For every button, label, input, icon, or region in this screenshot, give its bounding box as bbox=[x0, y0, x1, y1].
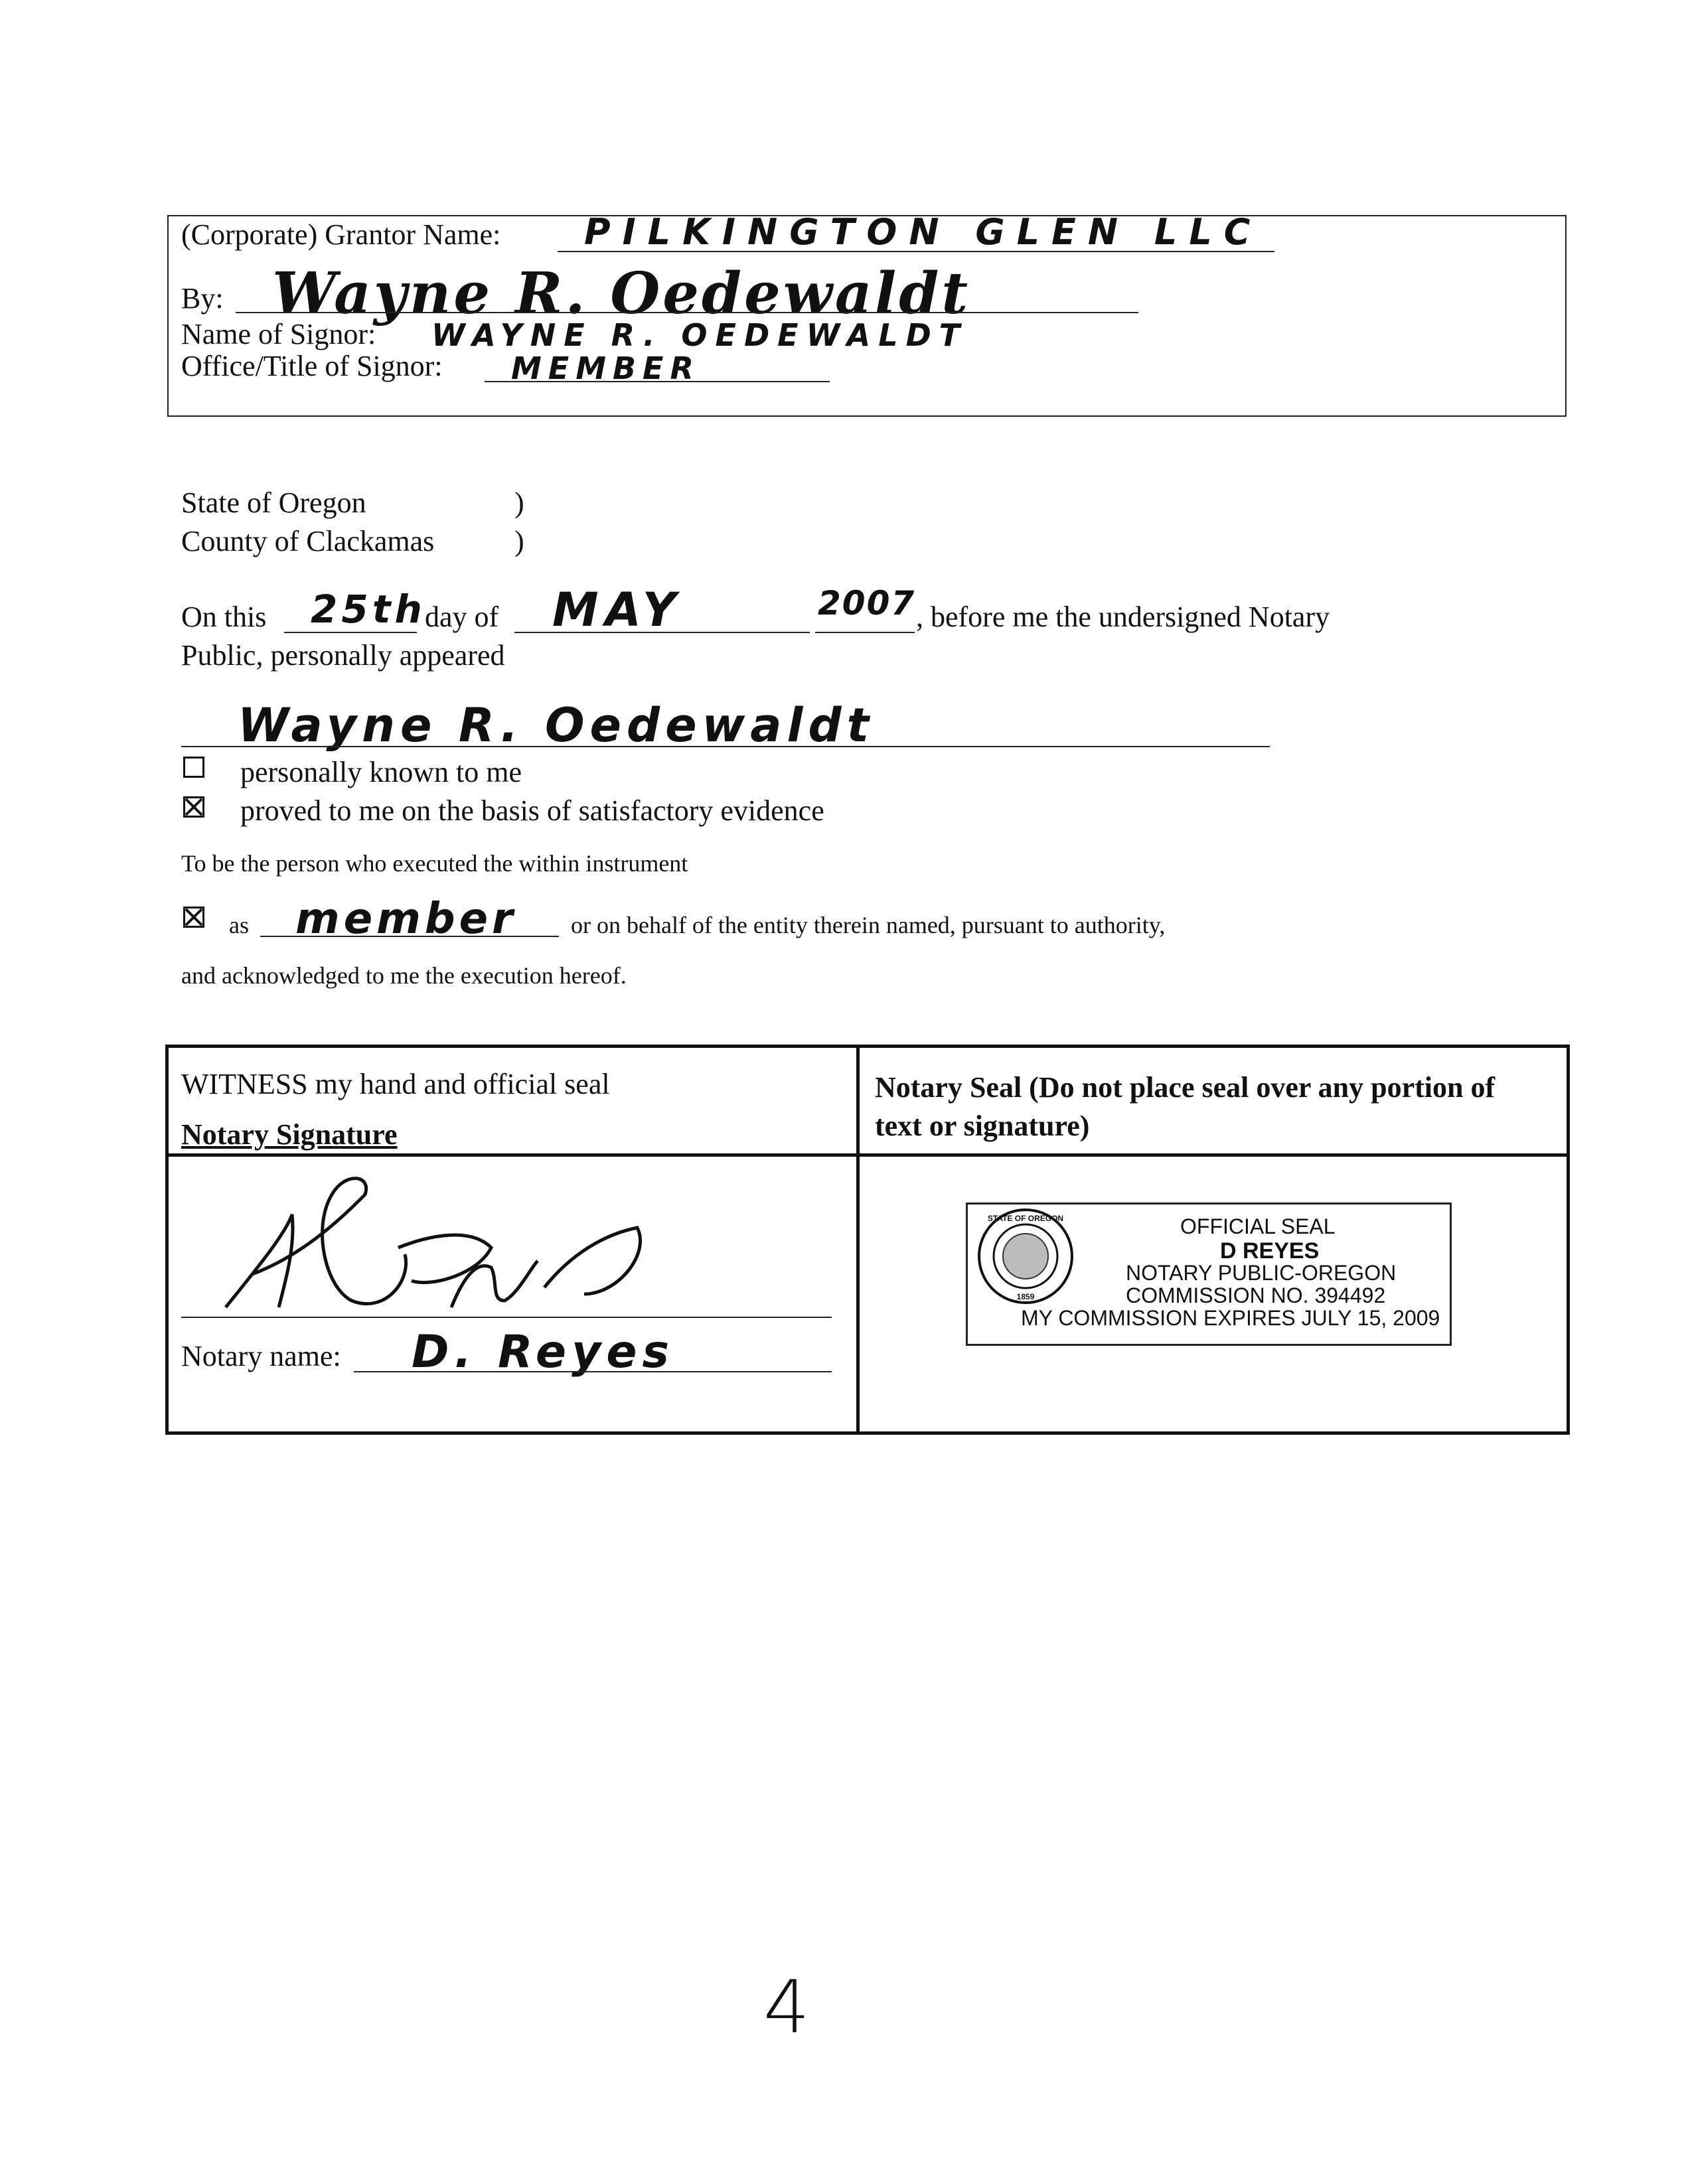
witness-text: WITNESS my hand and official seal bbox=[181, 1068, 610, 1100]
notary-name-line bbox=[354, 1371, 832, 1372]
notary-table-divider-horizontal bbox=[165, 1153, 1570, 1157]
by-line bbox=[236, 312, 1138, 313]
on-this-label: On this bbox=[181, 601, 267, 633]
page-number: 4 bbox=[763, 1964, 810, 2049]
year-value: 2007 bbox=[818, 584, 916, 622]
executed-text: To be the person who executed the within instrument bbox=[181, 850, 688, 877]
notary-table-divider-vertical bbox=[856, 1045, 860, 1435]
acknowledged-text: and acknowledged to me the execution hereof. bbox=[181, 962, 627, 989]
as-capacity-value: member bbox=[295, 895, 517, 944]
appeared-name-value: Wayne R. Oedewaldt bbox=[238, 698, 875, 753]
as-capacity-line bbox=[260, 936, 559, 937]
by-signature: Wayne R. Oedewaldt bbox=[272, 260, 971, 327]
personally-known-label: personally known to me bbox=[240, 756, 522, 788]
as-label: as bbox=[229, 912, 249, 938]
state-seal-emblem bbox=[976, 1206, 1075, 1306]
grantor-name-label: (Corporate) Grantor Name: bbox=[181, 218, 501, 251]
seal-title: OFFICIAL SEAL bbox=[1180, 1214, 1336, 1238]
svg-text:1859: 1859 bbox=[1016, 1292, 1035, 1301]
day-line bbox=[284, 632, 417, 633]
seal-jurisdiction: NOTARY PUBLIC-OREGON bbox=[1126, 1261, 1397, 1285]
by-label: By: bbox=[181, 282, 224, 315]
signor-name-value: WAYNE R. OEDEWALDT bbox=[431, 317, 968, 353]
venue-state-paren: ) bbox=[514, 486, 524, 519]
venue-county: County of Clackamas bbox=[181, 525, 435, 557]
proved-evidence-label: proved to me on the basis of satisfactory evidence bbox=[240, 794, 824, 827]
notary-signature-line bbox=[181, 1317, 832, 1318]
seal-notary-name: D REYES bbox=[1220, 1238, 1320, 1264]
notary-name-label: Notary name: bbox=[181, 1340, 341, 1372]
public-appeared-text: Public, personally appeared bbox=[181, 639, 505, 672]
as-capacity-checkbox[interactable] bbox=[183, 907, 204, 928]
venue-county-paren: ) bbox=[514, 525, 524, 557]
before-me-text: , before me the undersigned Notary bbox=[916, 601, 1330, 633]
signor-title-line bbox=[485, 381, 830, 382]
notary-signature-label: Notary Signature bbox=[181, 1118, 398, 1151]
signor-title-value: MEMBER bbox=[511, 350, 700, 386]
seal-commission-number: COMMISSION NO. 394492 bbox=[1126, 1283, 1386, 1307]
appeared-name-line bbox=[181, 746, 1270, 747]
grantor-name-line bbox=[558, 251, 1274, 252]
day-of-label: day of bbox=[425, 601, 499, 633]
grantor-name-value: PILKINGTON GLEN LLC bbox=[584, 211, 1263, 253]
venue-state: State of Oregon bbox=[181, 486, 366, 519]
svg-text:STATE OF OREGON: STATE OF OREGON bbox=[987, 1214, 1064, 1223]
notary-name-value: D. Reyes bbox=[412, 1326, 674, 1378]
month-line bbox=[514, 632, 810, 633]
day-value: 25th bbox=[311, 587, 426, 632]
proved-evidence-checkbox[interactable] bbox=[183, 796, 204, 818]
year-line bbox=[815, 632, 915, 633]
personally-known-checkbox[interactable] bbox=[183, 757, 204, 778]
seal-expiration: MY COMMISSION EXPIRES JULY 15, 2009 bbox=[1021, 1306, 1440, 1330]
signor-title-label: Office/Title of Signor: bbox=[181, 350, 443, 382]
signor-name-label: Name of Signor: bbox=[181, 318, 376, 350]
behalf-text: or on behalf of the entity therein named, pursuant to authority, bbox=[571, 912, 1166, 938]
month-value: MAY bbox=[552, 583, 683, 637]
notary-seal-header: Notary Seal (Do not place seal over any portion of text or signature) bbox=[875, 1071, 1496, 1142]
notary-signature bbox=[212, 1175, 690, 1327]
